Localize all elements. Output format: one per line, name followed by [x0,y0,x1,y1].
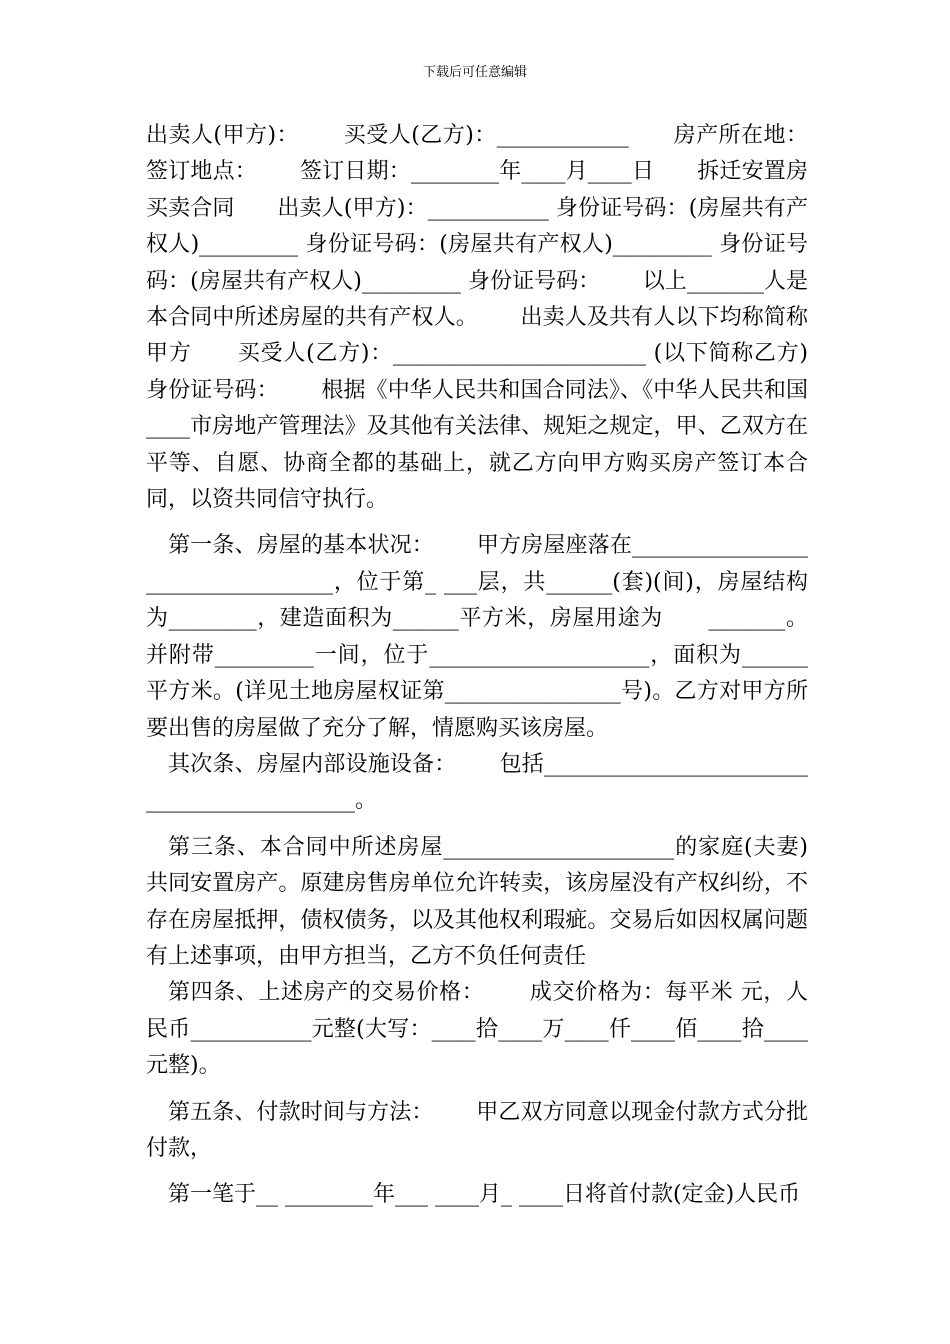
contract-preamble-paragraph: 出卖人(甲方)： 买受人(乙方)：____________ 房产所在地： 签订地点： 签订日期：________年____月____日 拆迁安置房买卖合同 出卖人(甲方)：___________ 身份证号码：(房屋共有产权人)_________ 身份证号码：(房屋共有产权人)_________ 身份证号码：(房屋共有产权人)_________ 身份证号码： 以上_______人是本合同中所述房屋的共有产权人。 出卖人及共有人以下均称简称甲方 买受人(乙方)：_______________________ (以下简称乙方) 身份证号码： 根据《中华人民共和国合同法》、《中华人民共和国____市房地产管理法》及其他有关法律、规矩之规定，甲、乙双方在平等、自愿、协商全都的基础上，就乙方向甲方购买房产签订本合同，以资共同信守执行。 [146,123,850,513]
page-header-note: 下载后可任意编辑 [422,65,527,80]
contract-body [146,118,850,1214]
article-3-property-ownership: 第三条、本合同中所述房屋_____________________的家庭(夫妻)共同安置房产。原建房售房单位允许转卖，该房屋没有产权纠纷，不存在房屋抵押，债权债务，以及其他权利瑕疵。交易后如因权属问题有上述事项，由甲方担当，乙方不负任何责任 [146,834,808,969]
first-payment-clause: 第一笔于__ ________年___ ____月_ ____日将首付款(定金)人民币 [168,1182,801,1208]
article-2-facilities: 其次条、房屋内部设施设备： 包括___________________________________________。 [146,751,808,814]
article-4-transaction-price: 第四条、上述房产的交易价格： 成交价格为：每平米 元，人民币___________元整(大写：____拾____万____仟____佰____拾____元整)。 [146,980,808,1079]
article-1-property-status: 第一条、房屋的基本状况： 甲方房屋座落在_________________________________，位于第_ ___层，共______(套)(间)，房屋结构为________，建造面积为______平方米，房屋用途为 _______。并附带_________一间，位于____________________，面积为______平方米。(详见土地房屋权证第________________号)。乙方对甲方所要出售的房屋做了充分了解，情愿购买该房屋。 [146,533,808,741]
article-5-payment-method: 第五条、付款时间与方法： 甲乙双方同意以现金付款方式分批付款， [146,1099,808,1161]
